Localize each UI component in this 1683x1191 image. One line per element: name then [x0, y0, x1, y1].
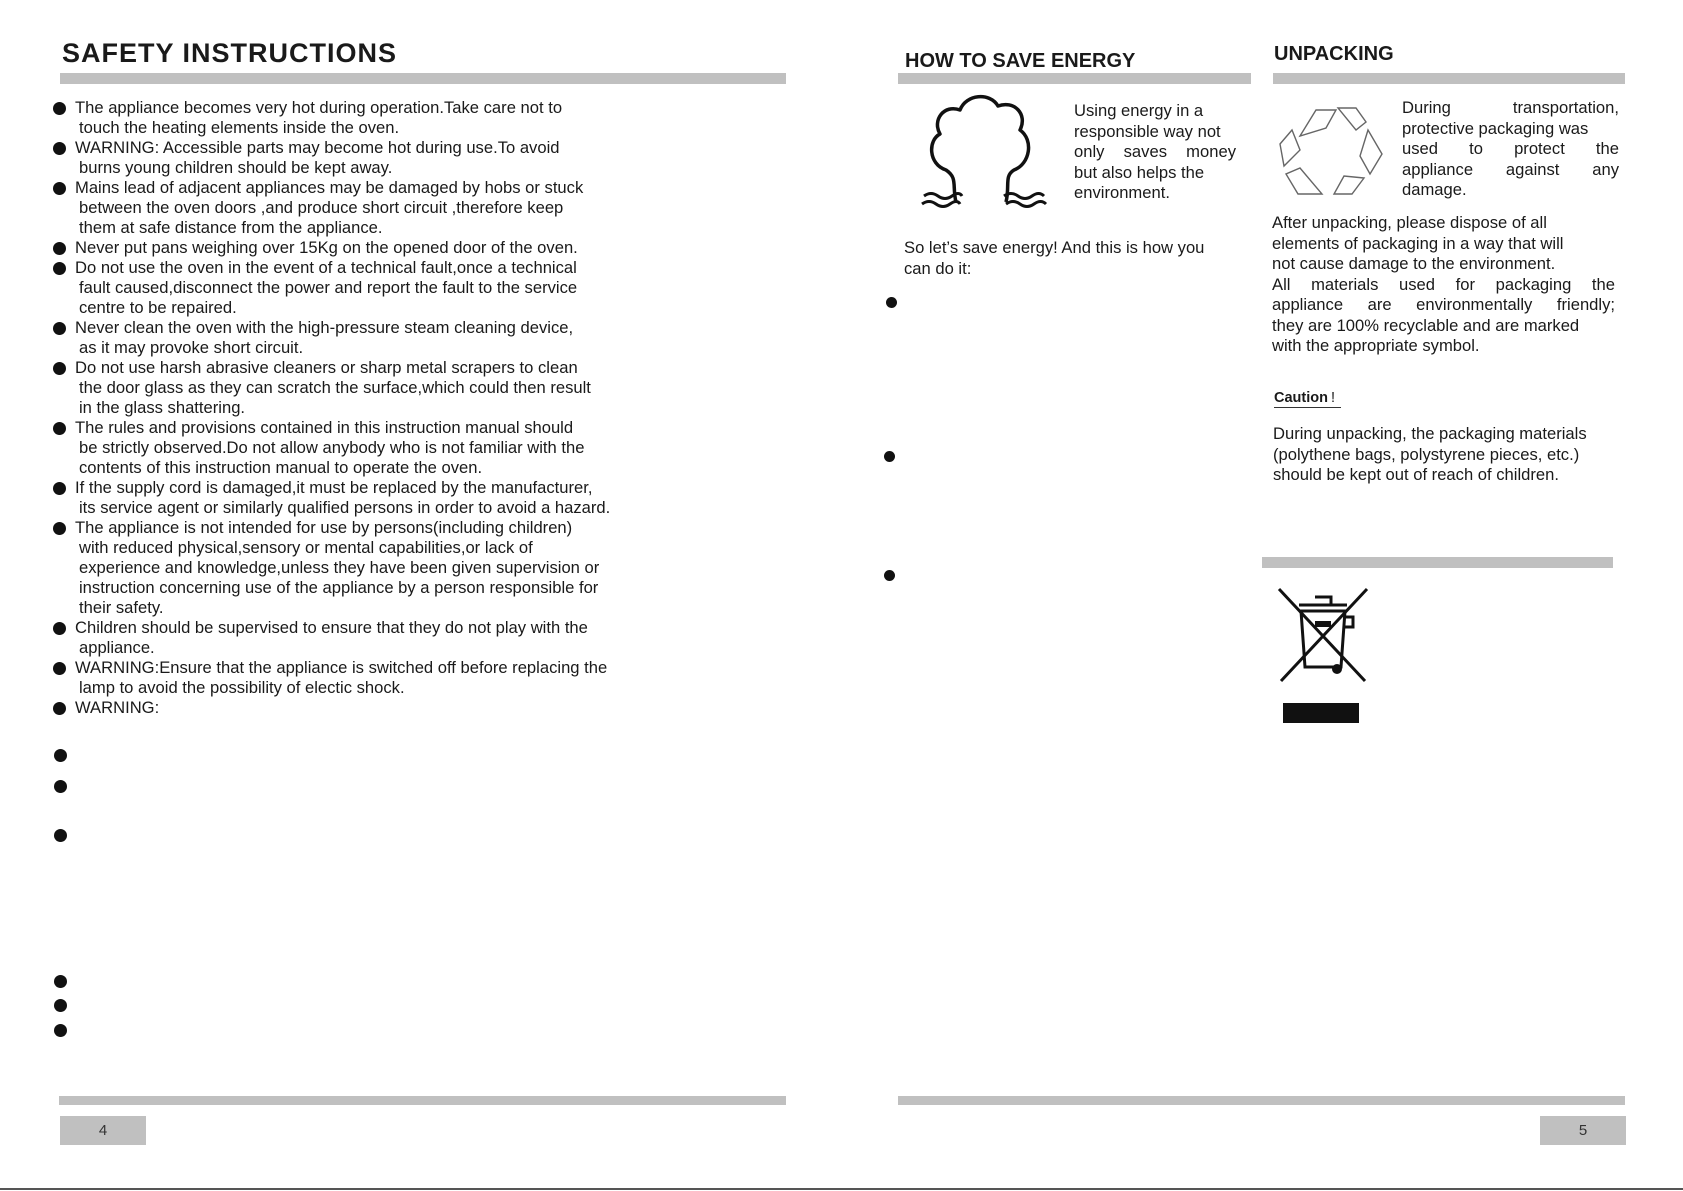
safety-item: [53, 358, 653, 418]
text-line: elements of packaging in a way that will: [1272, 233, 1564, 253]
energy-empty-bullet: [884, 451, 895, 462]
safety-instructions-title: SAFETY INSTRUCTIONS: [62, 38, 398, 68]
safety-item-line: between the oven doors ,and produce short circuit ,therefore keep: [79, 198, 564, 217]
text-line: with the appropriate symbol.: [1272, 336, 1480, 355]
text-line: environment.: [1074, 183, 1170, 202]
text-line: but also helps the: [1074, 162, 1205, 182]
caution-label: [1274, 389, 1341, 408]
empty-bullet: [54, 780, 67, 793]
bullet-dot: [53, 322, 66, 335]
text-line: appliance are environmentally friendly;: [1272, 295, 1615, 314]
bullet-dot: [53, 182, 66, 195]
bullet-dot: [53, 362, 66, 375]
safety-item-line: The appliance becomes very hot during operation.Take care not to: [75, 98, 563, 117]
page-number-left: 4: [60, 1116, 146, 1145]
footer-divider-left: [59, 1096, 786, 1105]
empty-bullet: [54, 749, 67, 762]
footer-divider-right: [898, 1096, 1625, 1105]
safety-item-line: burns young children should be kept away.: [79, 158, 393, 177]
unpacking-title: UNPACKING: [1274, 43, 1394, 65]
safety-item-line: WARNING:Ensure that the appliance is switched off before replacing the: [75, 658, 608, 677]
recycle-icon: [1278, 100, 1384, 200]
caution-text: [1273, 424, 1623, 486]
safety-item: [53, 698, 653, 718]
safety-item-line: The appliance is not intended for use by persons(including children): [75, 518, 573, 537]
text-line: only saves money: [1074, 142, 1236, 161]
safety-item-line: Never clean the oven with the high-pressure steam cleaning device,: [75, 318, 574, 337]
safety-item-line: their safety.: [79, 598, 164, 617]
text-line: can do it:: [904, 258, 972, 278]
safety-item-line: Do not use the oven in the event of a technical fault,once a technical: [75, 258, 577, 277]
text-line: appliance against any: [1402, 159, 1619, 179]
energy-lead-text: [904, 238, 1244, 279]
bullet-dot: [53, 482, 66, 495]
text-line: Using energy in a: [1074, 101, 1204, 120]
bullet-dot: [53, 422, 66, 435]
text-line: not cause damage to the environment.: [1272, 254, 1556, 273]
empty-bullet: [54, 829, 67, 842]
text-line: they are 100% recyclable and are marked: [1272, 315, 1580, 335]
safety-item-line: the door glass as they can scratch the surface,which could then result: [79, 378, 591, 397]
safety-item-line: with reduced physical,sensory or mental capabilities,or lack of: [79, 538, 533, 557]
text-line: responsible way not: [1074, 121, 1221, 141]
safety-item-line: appliance.: [79, 638, 155, 657]
save-energy-title: HOW TO SAVE ENERGY: [905, 50, 1136, 72]
safety-item: [53, 658, 653, 698]
safety-item-line: Mains lead of adjacent appliances may be damaged by hobs or stuck: [75, 178, 584, 197]
energy-empty-bullet: [886, 297, 897, 308]
empty-bullet: [54, 999, 67, 1012]
bullet-dot: [53, 142, 66, 155]
bullet-dot: [53, 662, 66, 675]
safety-item-line: them at safe distance from the appliance.: [79, 218, 383, 237]
bullet-dot: [53, 262, 66, 275]
text-line: After unpacking, please dispose of all: [1272, 213, 1547, 232]
bullet-dot: [53, 622, 66, 635]
safety-item-line: contents of this instruction manual to operate the oven.: [79, 458, 483, 477]
safety-item-line: experience and knowledge,unless they have been given supervision or: [79, 558, 600, 577]
title-divider: [60, 73, 786, 84]
transport-text: [1402, 98, 1619, 201]
safety-item-line: as it may provoke short circuit.: [79, 338, 304, 357]
energy-intro-text: [1074, 101, 1236, 204]
safety-item-line: lamp to avoid the possibility of electic shock.: [79, 678, 405, 697]
safety-item-line: Never put pans weighing over 15Kg on the opened door of the oven.: [75, 238, 578, 257]
text-line: (polythene bags, polystyrene pieces, etc.): [1273, 444, 1580, 464]
text-line: used to protect the: [1402, 139, 1619, 158]
safety-item: [53, 178, 653, 238]
safety-item-line: instruction concerning use of the appliance by a person responsible for: [79, 578, 599, 597]
safety-item-line: WARNING: Accessible parts may become hot during use.To avoid: [75, 138, 560, 157]
crossed-bin-icon: [1275, 585, 1371, 725]
safety-item-line: touch the heating elements inside the oven.: [79, 118, 400, 137]
caution-exclamation: !: [1330, 390, 1335, 406]
bullet-dot: [53, 102, 66, 115]
safety-item: [53, 518, 653, 618]
safety-item-line: centre to be repaired.: [79, 298, 237, 317]
safety-item: [53, 238, 653, 258]
caution-word: Caution: [1274, 390, 1328, 406]
empty-bullet: [54, 1024, 67, 1037]
bullet-dot: [53, 242, 66, 255]
weee-divider: [1262, 557, 1613, 568]
safety-item-line: Do not use harsh abrasive cleaners or sharp metal scrapers to clean: [75, 358, 578, 377]
safety-item-line: be strictly observed.Do not allow anybody who is not familiar with the: [79, 438, 585, 457]
safety-item-line: WARNING:: [75, 698, 160, 717]
text-line: All materials used for packaging the: [1272, 274, 1615, 294]
text-line: damage.: [1402, 180, 1467, 199]
safety-item: [53, 258, 653, 318]
safety-item-line: If the supply cord is damaged,it must be replaced by the manufacturer,: [75, 478, 593, 497]
energy-empty-bullet: [884, 570, 895, 581]
safety-item-line: fault caused,disconnect the power and report the fault to the service: [79, 278, 578, 297]
safety-item-line: Children should be supervised to ensure that they do not play with the: [75, 618, 588, 637]
safety-instructions-list: [53, 98, 653, 718]
empty-bullet: [54, 975, 67, 988]
safety-item-line: The rules and provisions contained in this instruction manual should: [75, 418, 574, 437]
text-line: protective packaging was: [1402, 118, 1589, 138]
safety-item: [53, 138, 653, 178]
bullet-dot: [53, 522, 66, 535]
safety-item-line: in the glass shattering.: [79, 398, 246, 417]
bullet-dot: [53, 702, 66, 715]
safety-item: [53, 478, 653, 518]
text-line: So let’s save energy! And this is how you: [904, 238, 1205, 257]
text-line: During transportation,: [1402, 98, 1619, 117]
bottom-edge-line: [0, 1188, 1683, 1190]
safety-item-line: its service agent or similarly qualified persons in order to avoid a hazard.: [79, 498, 611, 517]
after-unpacking-text: [1272, 213, 1615, 357]
tree-with-water-icon: [920, 90, 1050, 215]
safety-item: [53, 618, 653, 658]
safety-item: [53, 418, 653, 478]
page-number-right: 5: [1540, 1116, 1626, 1145]
safety-item: [53, 98, 653, 138]
save-energy-divider: [898, 73, 1251, 84]
unpacking-divider: [1273, 73, 1625, 84]
safety-item: [53, 318, 653, 358]
text-line: should be kept out of reach of children.: [1273, 465, 1559, 484]
text-line: During unpacking, the packaging materials: [1273, 424, 1587, 443]
